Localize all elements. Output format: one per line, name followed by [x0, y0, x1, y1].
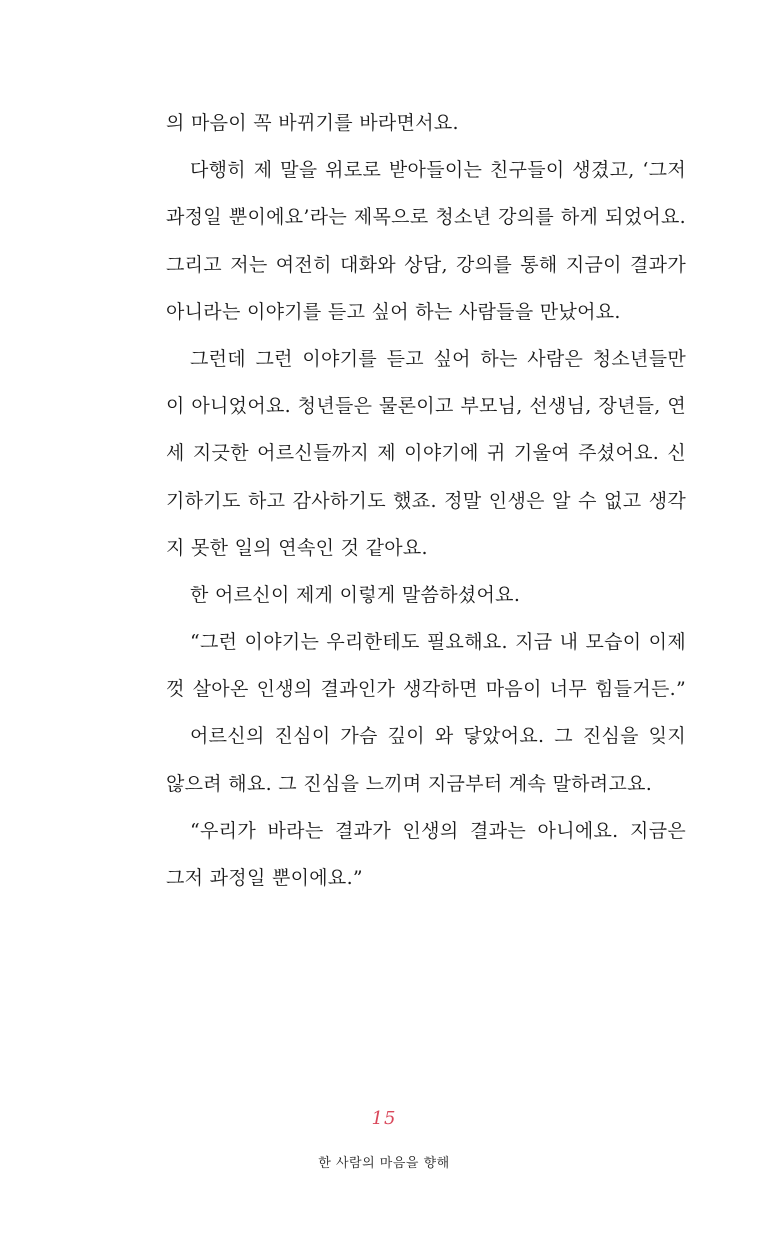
text-line: 어르신의 진심이 가슴 깊이 와 닿았어요. 그 진심을 잊지	[190, 725, 686, 748]
text-line: 한 어르신이 제게 이렇게 말씀하셨어요.	[190, 583, 521, 606]
text-line: 기하기도 하고 감사하기도 했죠. 정말 인생은 알 수 없고 생각	[166, 489, 686, 512]
text-line: 그리고 저는 여전히 대화와 상담, 강의를 통해 지금이 결과가	[166, 253, 686, 276]
text-line: “그런 이야기는 우리한테도 필요해요. 지금 내 모습이 이제	[190, 631, 686, 654]
text-line: 그런데 그런 이야기를 듣고 싶어 하는 사람은 청소년들만	[190, 347, 686, 370]
text-line: “우리가 바라는 결과가 인생의 결과는 아니에요. 지금은	[190, 819, 686, 842]
text-line: 세 지긋한 어르신들까지 제 이야기에 귀 기울여 주셨어요. 신	[166, 442, 686, 465]
text-line: 지 못한 일의 연속인 것 같아요.	[166, 536, 428, 559]
text-line: 아니라는 이야기를 듣고 싶어 하는 사람들을 만났어요.	[166, 300, 621, 323]
text-line: 의 마음이 꼭 바뀌기를 바라면서요.	[166, 112, 459, 134]
text-line: 이 아니었어요. 청년들은 물론이고 부모님, 선생님, 장년들, 연	[166, 395, 686, 418]
page-number: 15	[371, 1108, 397, 1129]
body-text	[166, 100, 686, 902]
text-line: 과정일 뿐이에요’라는 제목으로 청소년 강의를 하게 되었어요.	[166, 206, 686, 229]
text-line: 껏 살아온 인생의 결과인가 생각하면 마음이 너무 힘들거든.”	[166, 678, 686, 701]
text-line: 그저 과정일 뿐이에요.”	[166, 867, 363, 889]
running-title: 한 사람의 마음을 향해	[318, 1156, 450, 1171]
text-line: 다행히 제 말을 위로로 받아들이는 친구들이 생겼고, ‘그저	[190, 159, 686, 182]
text-line: 않으려 해요. 그 진심을 느끼며 지금부터 계속 말하려고요.	[166, 772, 653, 795]
